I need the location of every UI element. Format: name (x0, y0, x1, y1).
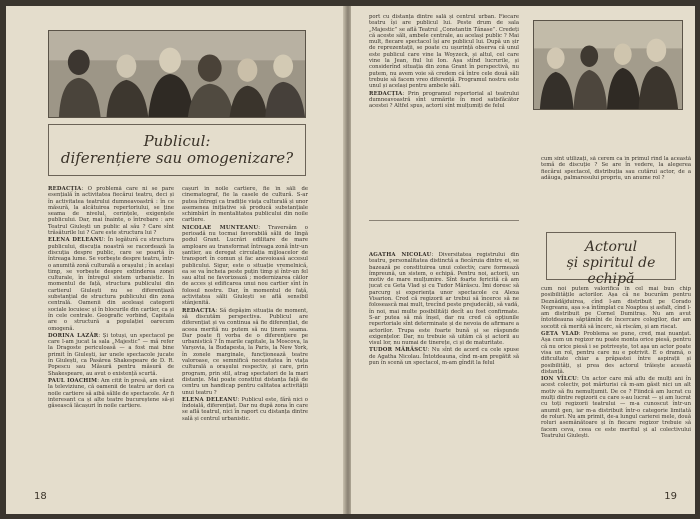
speaker-name: REDACȚIA (369, 90, 403, 97)
right-column-1-top (369, 14, 519, 214)
article-title-box (546, 232, 676, 287)
paragraph (182, 186, 308, 224)
paragraph-text: cum sînt utilizați, să cerem ca în primul rînd la această temă de discuție ? Se are în vedere, la alegerea fiecărui spectacol, distribuția sau cutărui actor, de a adăuga, palmaresului propriu, un anume rol ? (541, 156, 691, 181)
speaker-name: GETA VLAD (541, 331, 579, 338)
speaker-name: ELENA DELEANU (48, 237, 104, 244)
paragraph (541, 331, 691, 375)
article-title-line2: diferențiere sau omogenizare? (60, 149, 294, 167)
speaker-name: REDACȚIA (182, 307, 216, 314)
paragraph (182, 225, 308, 307)
paragraph-text: : O problemă care ni se pare esențială în activitatea fiecărui teatru, deci și în activitatea teatrului dumneavoastră : în ce măsură, la alcătuirea repertoriului, se ține seama de nivelul, cerințele, exigențele publicului. Dar, mai înainte, o întrebare : are Teatrul Giulești un public al său ? Care sînt trăsăturile lui ? Care este structura lui ? (48, 186, 174, 237)
paragraph (182, 397, 308, 422)
divider (369, 220, 519, 221)
right-column-2-top (541, 156, 691, 228)
group-photo-left (48, 30, 306, 118)
page-number-right: 19 (664, 491, 677, 502)
right-column-2-bottom (541, 286, 691, 498)
speaker-name: AGATHA NICOLAU (369, 252, 432, 258)
left-column-1 (48, 186, 174, 486)
paragraph-text: port cu distanța dintre sală și centrul urban. Fiecare teatru își are publicul lui. Peste drum de sala „Majestic” se află Teatrul „Constantin Tănase”. Credeți că aceste săli, ambele centrale, au același public ? Mai mult, fiecare spectacol își are publicul lui. După un șir de reprezentații, se poate cu ușurință observa că unul este publicul care vine la Woyzeck, și altul, cel care vine la Jean, fiul lui Ion. Așa stînd lucrurile, și considerînd situația din zona Grant în perspectivă, nu putem, nu avem voie să credem că între cele două săli trebuie să facem vreo diferență. Programul nostru este unul și același pentru ambele săli. (369, 14, 519, 90)
paragraph-text: : Nu sînt de acord cu cele spuse de Agatha Nicolau. Întotdeauna, cînd m-am pregătit să pun în scenă un spectacol, m-am gîndit la felul (369, 347, 519, 367)
speaker-name: DORINA LAZĂR (48, 332, 99, 339)
paragraph (369, 14, 519, 90)
paragraph (48, 378, 174, 409)
speaker-name: TUDOR MĂRĂSCU (369, 347, 428, 354)
paragraph (182, 308, 308, 396)
speaker-name: PAUL IOACHIM (48, 377, 98, 384)
paragraph-text: : Un actor care mă aflu de mulți ani în acest colectiv, pot mărturisi că m-am găsit nici un alt motiv să fiu nemulțumit. De ce ? Fiindcă am lucrat cu mulți dintre regizorii cu care s-au lucrat — și am lucrat cu toți regizorii teatrului — m-a cunoscut într-un anumit gen, iar m-a distribuit într-o categorie limitată de roluri. Nu am primit, de-a lungul carierei mele, două roluri asemănătoare și în fiecare regizor trebuie să facem ceva, ceea ce este meritul și al colectivului Teatrului Giulești. (541, 376, 691, 439)
right-page (351, 6, 695, 514)
article-title-line1: Actorul (584, 239, 638, 255)
paragraph-text: cum noi putem valorifica în cel mai bun chip posibilitățile actorilor. Așa că ne bucurăm pentru Deznădăjduirea, cînd l-am distribuit pe Corado Negreanu, așa s-a întîmplat cu Noaptea și asfalt, cînd l-am distribuit pe Cornel Dumitraș. Nu am avut întotdeauna săptămîni de încercare colegilor, dar am socotit că merită să încerc, să riscăm, și am riscat. (541, 286, 691, 330)
paragraph-text: : Prin programul repertorial al teatrului dumneavoastră sînt urmărite în mod satisfăcător acestei ? Altfel spus, actorii sînt mulțumiți de felul (369, 90, 519, 110)
left-column-2 (182, 186, 308, 498)
article-title-line1: Publicul: (143, 132, 211, 150)
paragraph-text: : Traversăm o perioadă nu tocmai favorabilă sălii de lingă podul Grant. Lucrări edilitare de mare amploare au transformat întreaga zonă într-un șantier, au deregat circulația mijloacelor de transport în comun și fac anevoioasă accesul publicului. Sigur, este o situație vremelnică, ea se va încheia peste puțin timp și într-un fel sau altul ne favorizează ; modernizarea căilor de acces și edificarea unui nou cartier sînt în folosul nostru. Dar, în momentul de față, activitatea sălii Giulești se află sensibil stânjenită. (182, 224, 308, 307)
paragraph (541, 376, 691, 439)
paragraph-text: : În legătură cu structura publicului, discuția noastră se racordează la discuția despre public, care se poartă în întreaga lume. Se vorbește despre teatru, într-o anumită zonă culturală a orașului ; în același timp, se vorbește despre extinderea zonei culturale, în întregul sistem urbanistic. În momentul de față, structura publicului din cartierul Giulești nu se diferențiază substanțial de structura publicului din zona centrală. Oamenii din aceleași categorii sociale locuiesc și în blocurile din cartier, ca și în cele centrale. Geografic vorbind, Capitala are o structură a populației oarecum omogenă. (48, 237, 174, 332)
paragraph (369, 91, 519, 110)
paragraph-text: : Și totuși, un spectacol pe care l-am jucat la sala „Majestic” — mă refer la Dragoste periculoasă — a fost mai bine primit în Giulești, iar unele spectacole jucate în Giulești, ca Pasărea Shakespeare de D. R. Popescu sau Măsură pentru măsură de Shakespeare, au avut o existență scurtă. (48, 332, 174, 377)
paragraph (541, 286, 691, 330)
paragraph (48, 237, 174, 331)
speaker-name: REDACȚIA (48, 186, 82, 192)
speaker-name: NICOLAE MUNTEANU (182, 224, 259, 231)
page-number-left: 18 (34, 491, 47, 502)
speaker-name: ION VÎLCU (541, 376, 577, 383)
paragraph-text: : Publicul este, fără nici o îndoială, diferențiat. Dar nu după zona în care se află teatrul, nici în raport cu distanța dintre sală și centrul urbanistic. (182, 396, 308, 422)
paragraph-text: : Problema se pune, cred, mai nuanțat. Așa cum un regizor nu poate monta orice piesă, pentru că nu orice piesă i se potrivește, tot așa un actor poate visa un rol, pentru care nu e potrivit. E o dramă, o dificultate chiar a prăpastei între aspirații și posibilități, și prea des actorul trăiește această distanță. (541, 331, 691, 375)
paragraph-text: : Diversitatea registrului din teatru, personalitatea distinctă a fiecăruia dintre ei, se bazează pe constituirea unui colectiv, care formează împreună, un sistem, o echipă. Pentru noi, actorii, un motiv de mare mulțumire. Sînt foarte fericită că am jucat cu Geta Vlad și cu Tudor Mărăscu. Îmi doresc să parcurg și experiența unor spectacole cu Alexa Visarion. Cred că regizorii ar trebui să încerce să ne folosească mai mult, trecînd peste prejudecăți, să vadă, în noi, mai multe posibilități decît au fost confirmate. S-ar putea să mă înșel, dar nu cred că opțiunile repertoriale sînt determinate și de nevoia de afirmare a actorilor. Trupa este foarte bună și se răspunde exigențelor. Dar, nu trebuie să uităm că și actorii au visul lor, nu numai de tinerețe, ci și de maturitate. (369, 252, 519, 347)
right-column-1-bottom (369, 252, 519, 496)
paragraph (369, 252, 519, 346)
article-title-box (48, 124, 306, 176)
left-page (6, 6, 346, 514)
article-title-line2: și spiritul de echipă (566, 255, 656, 287)
paragraph (48, 186, 174, 236)
paragraph-text: : Să depășim situația de moment, să discutăm perspectiva. Publicul are diferențiat și va continua să fie diferențiat, de aceea merită nu putem să nu ținem seama. Dar poate fi vorba de o diferențiere pe urbanistică ? În marile capitale, la Moscova, la Varșovia, la Budapesta, la Paris, la New York, în zonele marginale, funcționează teatre valoroase, ce semnifică necesitatea în viața culturală a orașului respectiv, și care, prin program, prin stil, atrag spectatori de la mari distanțe. Mai poate constitui distanța față de centru un handicap pentru calitatea activității unui teatru ? (182, 307, 308, 396)
group-photo-right (533, 20, 683, 110)
paragraph-text: cașuri în noile cartiere, fie în săli de cinematograf, fie la casele de cultură. S-ar putea întregi ca tradiție viața culturală și unor asemenea inițiative să producă substanțiale schimbări în mentalitatea publicului din noile cartiere. (182, 186, 308, 224)
speaker-name: ELENA DELEANU (182, 396, 238, 403)
paragraph (48, 333, 174, 377)
paragraph-text: : Am citit în presă, am văzut la televiziune, că oamenii de teatru ar dori ca noile cartiere să aibă sălile de spectacole. Ar fi interesant ca și alte teatre bucureștene să-și găsească lăcașuri în noile cartiere. (48, 377, 174, 410)
paragraph (369, 347, 519, 366)
paragraph (541, 156, 691, 181)
